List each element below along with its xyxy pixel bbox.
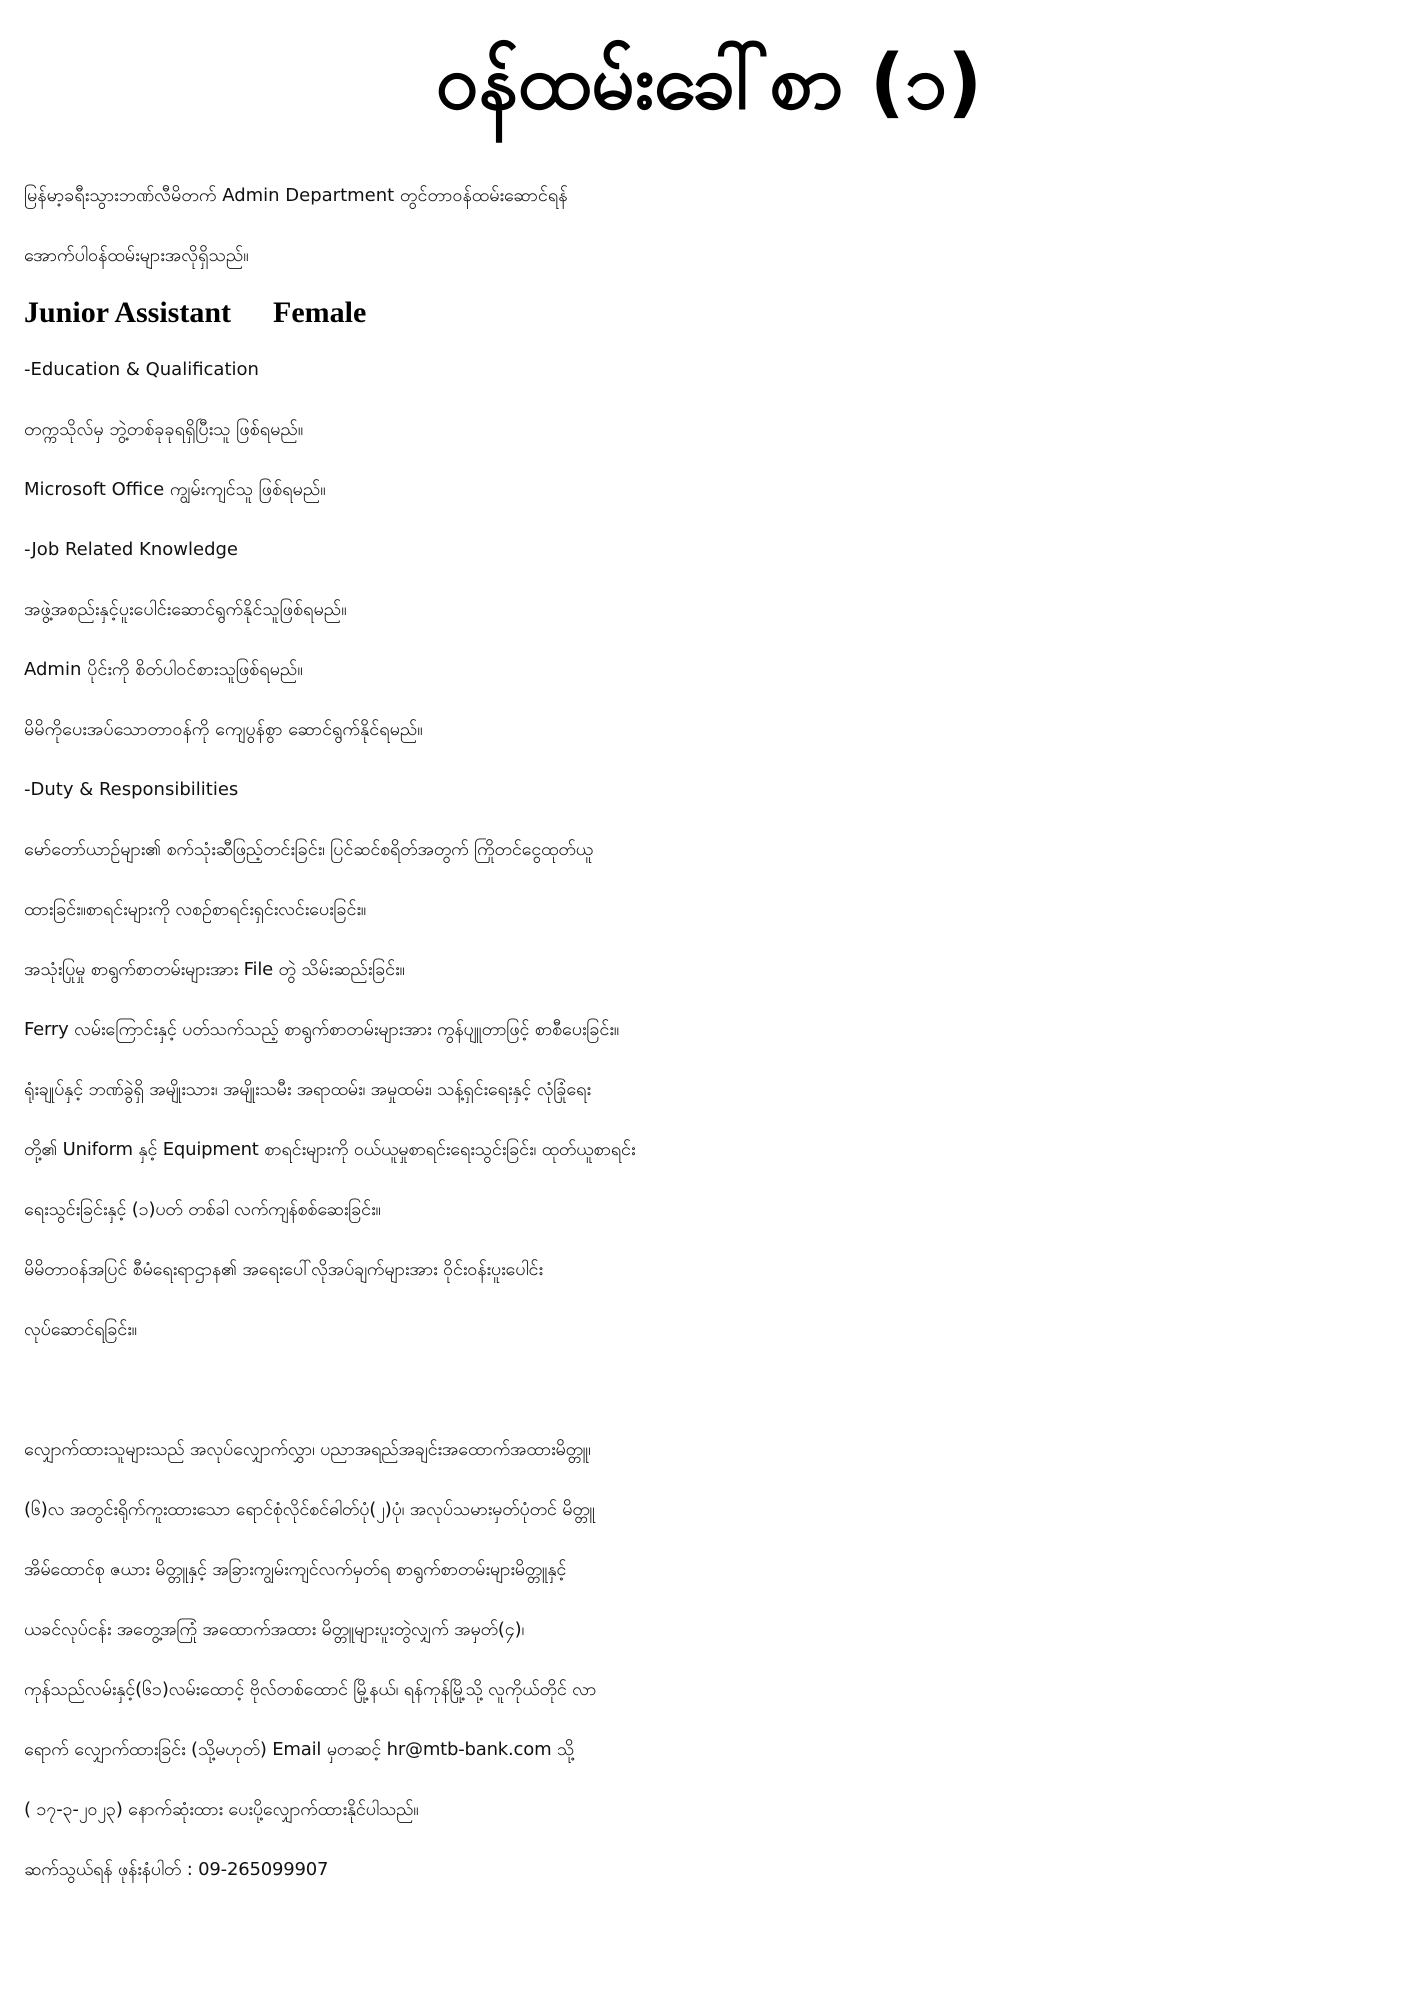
application-line: ကုန်သည်လမ်းနှင့်(၆၁)လမ်းထောင့် ဗိုလ်တစ်ထောင် မြို့နယ်၊ ရန်ကုန်မြို့သို့ လူကိုယ်တိုင် လာ (24, 1679, 597, 1700)
section-line: Ferry လမ်းကြောင်းနှင့် ပတ်သက်သည့် စာရွက်စာတမ်းများအား ကွန်ပျူတာဖြင့် စာစီပေးခြင်း။ (24, 1019, 619, 1040)
section-line: မော်တော်ယာဉ်များ၏ စက်သုံးဆီဖြည့်တင်းခြင်း၊ ပြင်ဆင်စရိတ်အတွက် ကြိုတင်ငွေထုတ်ယူ (24, 839, 593, 860)
position-title: Junior Assistant (24, 296, 232, 329)
section-line: မိမိကိုပေးအပ်သောတာဝန်ကို ကျေပွန်စွာ ဆောင်ရွက်နိုင်ရမည်။ (24, 719, 423, 740)
page-title: ဝန်ထမ်းခေါ်စာ (၁) (435, 37, 983, 126)
application-line: ရောက် လျှောက်ထားခြင်း (သို့မဟုတ်) Email မှတဆင့် hr@mtb-bank.com သို့ (24, 1739, 575, 1760)
intro-line: မြန်မာ့ခရီးသွားဘဏ်လီမိတက် Admin Department တွင်တာဝန်ထမ်းဆောင်ရန် (24, 185, 568, 206)
job-announcement-page (24, 0, 1394, 2000)
section-line: ရေးသွင်းခြင်းနှင့် (၁)ပတ် တစ်ခါ လက်ကျန်စစ်ဆေးခြင်း။ (24, 1199, 381, 1220)
duty-section (24, 760, 1394, 1360)
section-line: အသုံးပြုမှု စာရွက်စာတမ်းများအား File တွဲ သိမ်းဆည်းခြင်း။ (24, 959, 405, 980)
application-line: အိမ်ထောင်စု ဇယား မိတ္တူနှင့် အခြားကျွမ်းကျင်လက်မှတ်ရ စာရွက်စာတမ်းများမိတ္တူနှင့် (24, 1559, 567, 1580)
section-line: တက္ကသိုလ်မှ ဘွဲ့တစ်ခုခုရရှိပြီးသူ ဖြစ်ရမည်။ (24, 419, 304, 440)
application-line: ( ၁၇-၃-၂၀၂၃) နောက်ဆုံးထား ပေးပို့လျှောက်ထားနိုင်ပါသည်။ (24, 1799, 419, 1820)
position-gender: Female (273, 296, 367, 329)
section-line: အဖွဲ့အစည်းနှင့်ပူးပေါင်းဆောင်ရွက်နိုင်သူဖြစ်ရမည်။ (24, 599, 347, 620)
section-line: Admin ပိုင်းကို စိတ်ပါဝင်စားသူဖြစ်ရမည်။ (24, 659, 303, 680)
intro-block (24, 166, 1394, 286)
education-section (24, 340, 1394, 520)
section-line: တို့၏ Uniform နှင့် Equipment စာရင်းများကို ဝယ်ယူမှုစာရင်းရေးသွင်းခြင်း၊ ထုတ်ယူစာရင်း (24, 1139, 636, 1160)
contact-phone: ဆက်သွယ်ရန် ဖုန်းနံပါတ် : 09-265099907 (24, 1859, 329, 1880)
spacer (24, 1360, 1394, 1420)
intro-line: အောက်ပါဝန်ထမ်းများအလိုရှိသည်။ (24, 245, 249, 266)
section-line: လုပ်ဆောင်ရခြင်း။ (24, 1319, 137, 1340)
section-heading: -Education & Qualification (24, 359, 259, 380)
application-section (24, 1420, 1394, 1900)
knowledge-section (24, 520, 1394, 760)
application-line: လျှောက်ထားသူများသည် အလုပ်လျှောက်လွှာ၊ ပညာအရည်အချင်းအထောက်အထားမိတ္တူ၊ (24, 1439, 591, 1460)
section-line: Microsoft Office ကျွမ်းကျင်သူ ဖြစ်ရမည်။ (24, 479, 326, 500)
position-row (24, 286, 1394, 340)
section-line: မိမိတာဝန်အပြင် စီမံရေးရာဌာန၏ အရေးပေါ်လိုအပ်ချက်များအား ဝိုင်းဝန်းပူးပေါင်း (24, 1259, 543, 1280)
section-line: ရုံးချုပ်နှင့် ဘဏ်ခွဲရှိ အမျိုးသား၊ အမျိုးသမီး အရာထမ်း၊ အမှုထမ်း၊ သန့်ရှင်းရေးနှင့် လုံခြုံရေး (24, 1079, 591, 1100)
section-heading: -Job Related Knowledge (24, 539, 238, 560)
section-heading: -Duty & Responsibilities (24, 779, 239, 800)
application-line: (၆)လ အတွင်းရိုက်ကူးထားသော ရောင်စုံလိုင်စင်ဓါတ်ပုံ(၂)ပုံ၊ အလုပ်သမားမှတ်ပုံတင် မိတ္တူ (24, 1499, 595, 1520)
application-line: ယခင်လုပ်ငန်း အတွေ့အကြုံ အထောက်အထား မိတ္တူများပူးတွဲလျှက် အမှတ်(၄)၊ (24, 1619, 525, 1640)
section-line: ထားခြင်း။စာရင်းများကို လစဉ်စာရင်းရှင်းလင်းပေးခြင်း။ (24, 899, 367, 920)
